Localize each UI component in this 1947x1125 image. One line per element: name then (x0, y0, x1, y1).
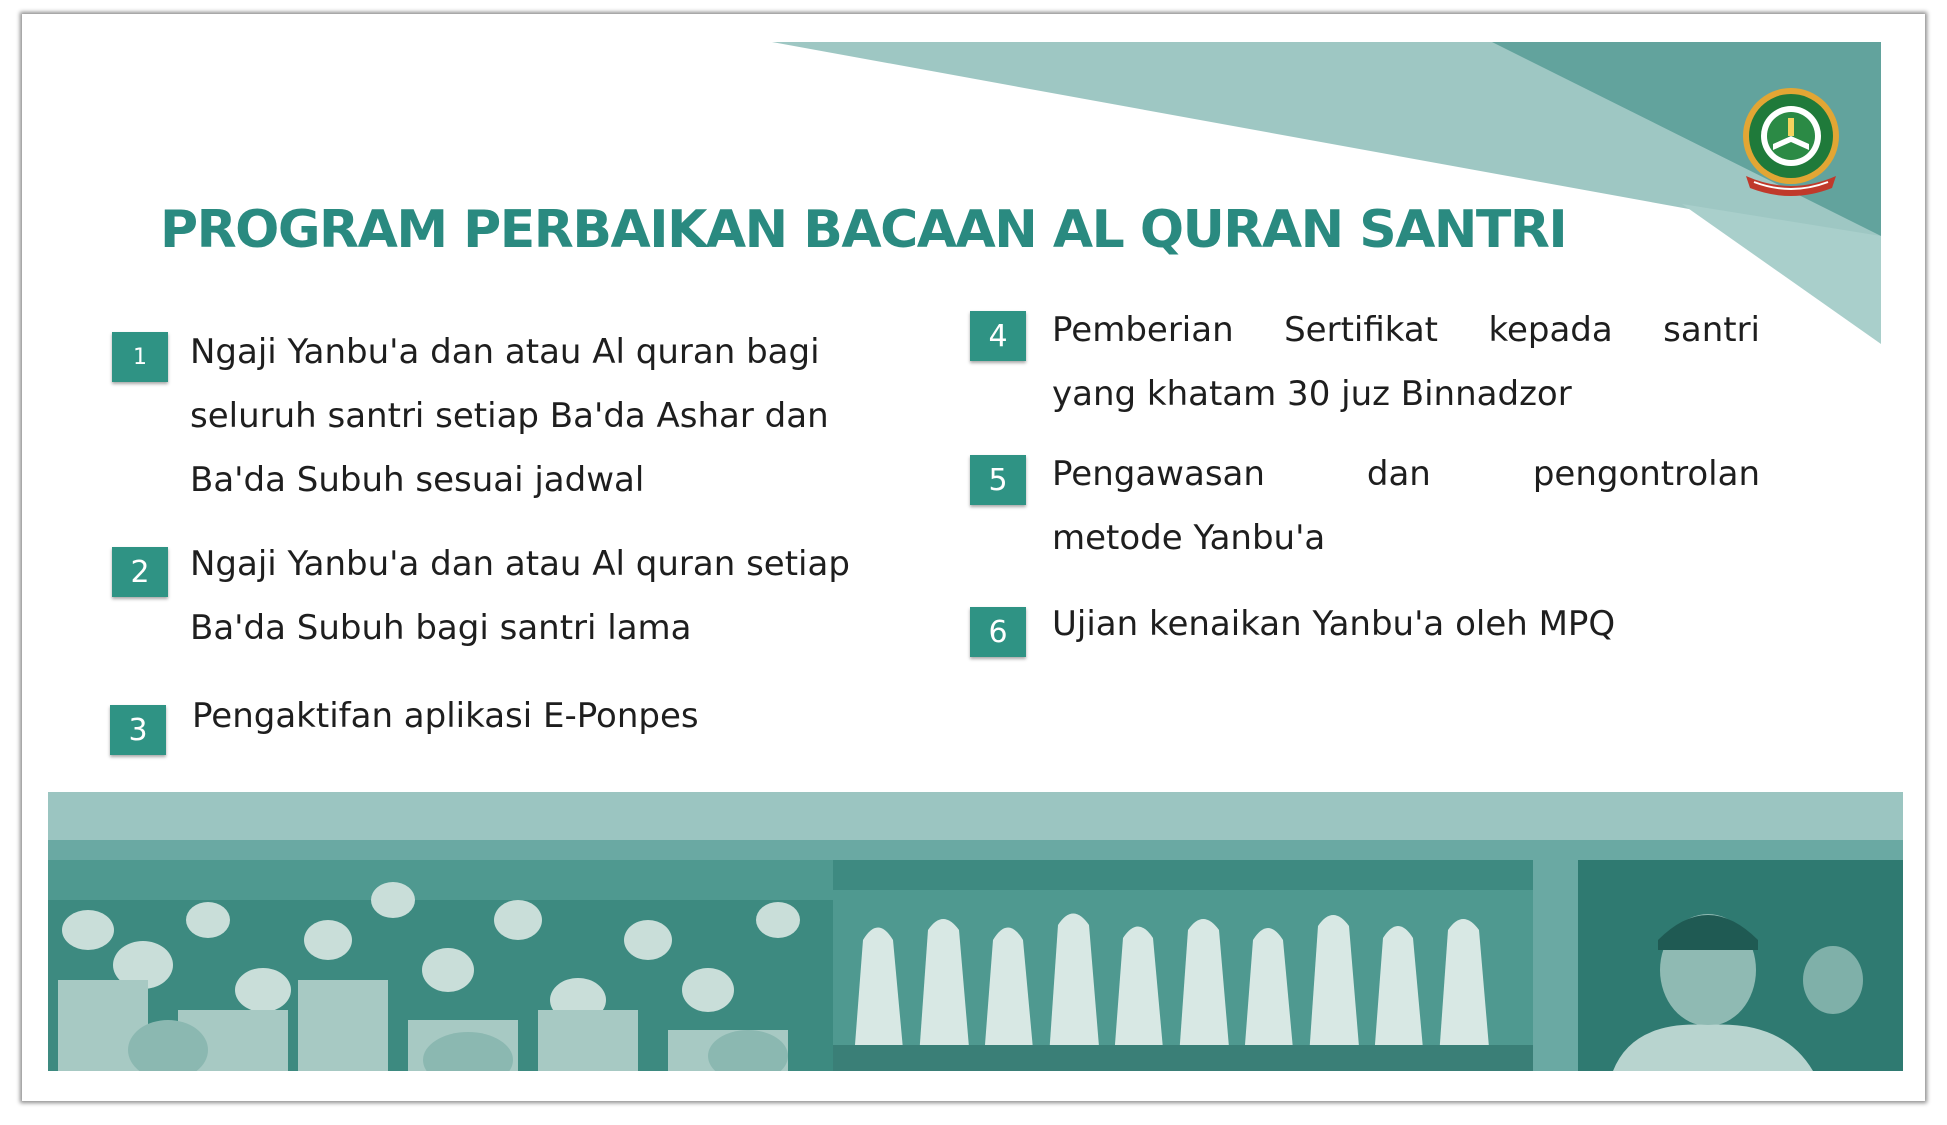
teacher-praying-photo (1533, 860, 1903, 1071)
item-number-badge: 1 (112, 332, 168, 382)
item-number-badge: 2 (112, 547, 168, 597)
girls-in-hijab-reciting-photo (833, 860, 1533, 1071)
item-text: Pengawasan dan pengontrolan metode Yanbu'a (1052, 454, 1760, 558)
item-number-badge: 5 (970, 455, 1026, 505)
item-number-badge: 4 (970, 311, 1026, 361)
item-number-badge: 6 (970, 607, 1026, 657)
item-text: Ngaji Yanbu'a dan atau Al quran bagi seluruh santri setiap Ba'da Ashar dan Ba'da Subuh sesuai jadwal (190, 332, 829, 500)
item-number-badge: 3 (110, 705, 166, 755)
slide-title: PROGRAM PERBAIKAN BACAAN AL QURAN SANTRI (160, 200, 1567, 260)
slide (22, 14, 1925, 1101)
photo-strip (48, 860, 1903, 1071)
item-text: Ngaji Yanbu'a dan atau Al quran setiap Ba'da Subuh bagi santri lama (190, 544, 850, 648)
light-teal-band (48, 792, 1903, 840)
item-text: Pengaktifan aplikasi E-Ponpes (192, 696, 699, 736)
mid-teal-band (48, 840, 1903, 860)
students-praying-photo (48, 860, 833, 1071)
item-text: Pemberian Sertifikat kepada santri yang khatam 30 juz Binnadzor (1052, 310, 1760, 414)
item-text: Ujian kenaikan Yanbu'a oleh MPQ (1052, 604, 1616, 644)
pesantren-emblem-icon (1732, 84, 1850, 202)
